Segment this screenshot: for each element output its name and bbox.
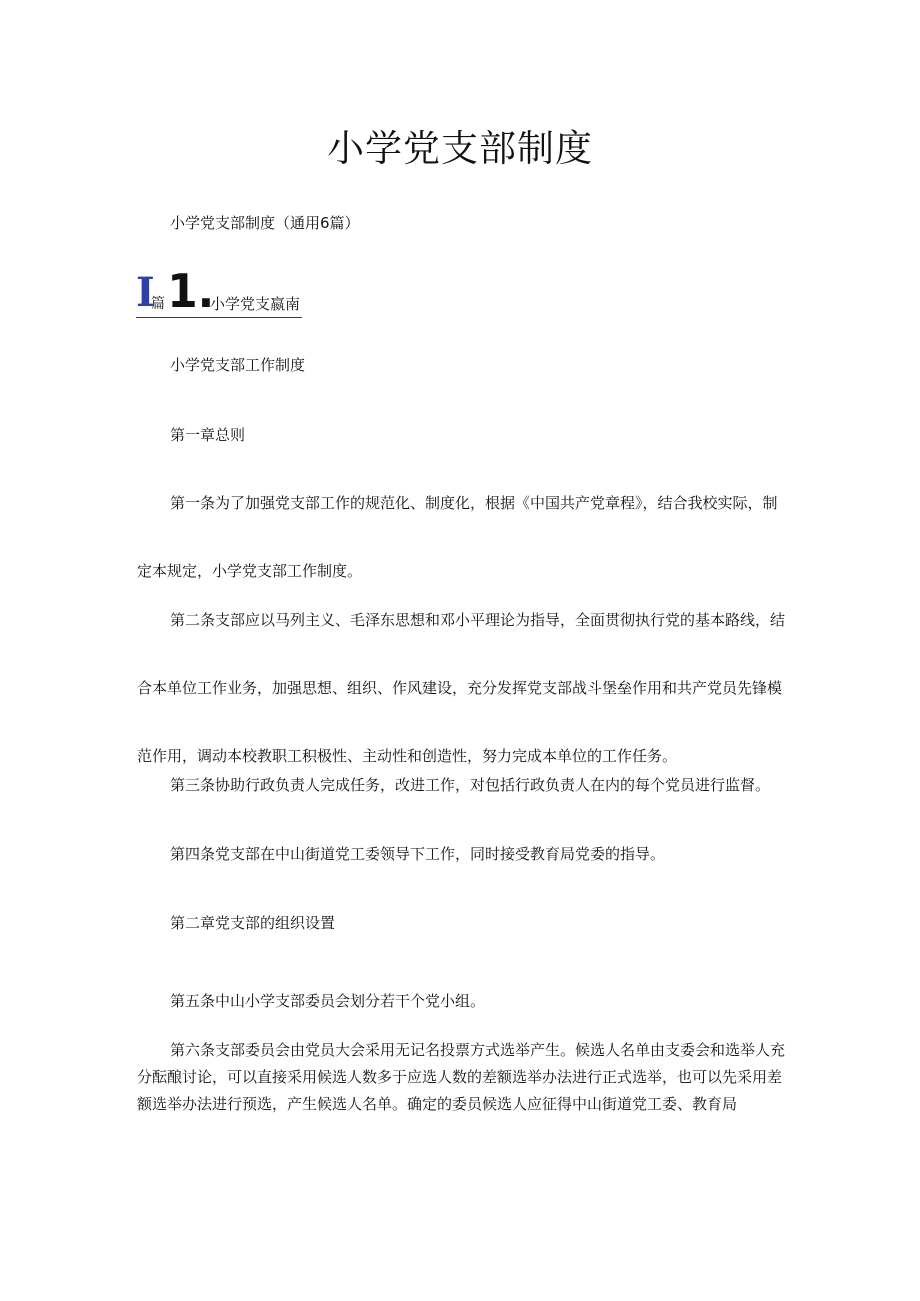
banner-pian: 篇	[151, 296, 165, 312]
document-subtitle: 小学党支部制度（通用6篇）	[170, 214, 360, 232]
banner-number: 1.	[167, 264, 215, 318]
document-title: 小学党支部制度	[327, 127, 593, 170]
banner-roman-numeral: I	[136, 269, 155, 316]
article-3: 第三条协助行政负责人完成任务，改进工作，对包括行政负责人在内的每个党员进行监督。	[170, 776, 771, 794]
article-2: 第二条支部应以马列主义、毛泽东思想和邓小平理论为指导，全面贯彻执行党的基本路线，结合本单位工作业务，加强思想、组织、作风建设，充分发挥党支部战斗堡垒作用和共产党员先锋模范作用，调动本校教职工积极性、主动性和创造性，努力完成本单位的工作任务。	[137, 611, 786, 765]
chapter-heading-1: 第一章总则	[170, 426, 246, 444]
article-4: 第四条党支部在中山街道党工委领导下工作，同时接受教育局党委的指导。	[170, 845, 666, 863]
section-banner	[136, 264, 302, 318]
article-5: 第五条中山小学支部委员会划分若干个党小组。	[170, 992, 486, 1010]
section-heading: 小学党支部工作制度	[170, 356, 306, 374]
article-6: 第六条支部委员会由党员大会采用无记名投票方式选举产生。候选人名单由支委会和选举人充分酝酿讨论，可以直接采用候选人数多于应选人数的差额选举办法进行正式选举，也可以先采用差额选举办法进行预选，产生候选人名单。确定的委员候选人应征得中山街道党工委、教育局	[137, 1041, 786, 1113]
article-1: 第一条为了加强党支部工作的规范化、制度化，根据《中国共产党章程》，结合我校实际，制定本规定，小学党支部工作制度。	[137, 494, 778, 580]
banner-label: 小学党支嬴南	[210, 295, 301, 313]
chapter-heading-2: 第二章党支部的组织设置	[170, 914, 336, 932]
